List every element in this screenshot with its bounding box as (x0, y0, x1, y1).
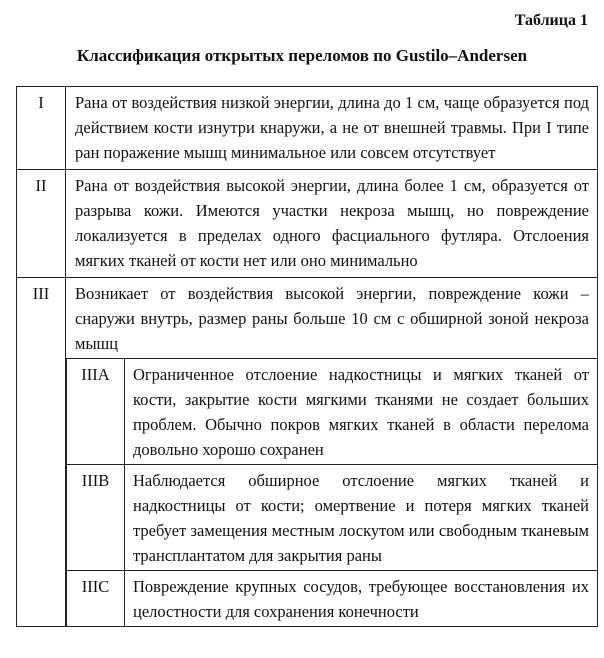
subtype-cell: IIIA (67, 359, 125, 465)
table-title: Классификация открытых переломов по Gustilo–Andersen (76, 46, 528, 65)
table-number-label: Таблица 1 (514, 12, 588, 29)
subtype-description-cell: Наблюдается обширное отслоение мягких тканей и надкостницы от кости; омертвение и потеря мягких тканей требует замещения местным лоскутом или свободным тканевым трансплантатом для закрытия раны (125, 465, 598, 571)
subtype-row (67, 571, 598, 627)
fracture-type-cell: I (17, 87, 66, 170)
subtype-cell: IIIB (67, 465, 125, 571)
subtype-description-cell: Повреждение крупных сосудов, требующее восстановления их целостности для сохранения конечности (125, 571, 598, 627)
table-row (17, 170, 598, 278)
table-row (17, 87, 598, 170)
subtype-description-cell: Ограниченное отслоение надкостницы и мягких тканей от кости, закрытие кости мягкими тканями не создает больших проблем. Обычно покров мягких тканей в области перелома довольно хорошо сохранен (125, 359, 598, 465)
fracture-description-text: Возникает от воздействия высокой энергии, повреждение кожи – снаружи внутрь, размер раны больше 10 см с обширной зоной некроза мышц (75, 284, 589, 353)
fracture-description-cell: Рана от воздействия низкой энергии, длина до 1 см, чаще образуется под действием кости изнутри кнаружи, а не от внешней травмы. При I типе ран поражение мышц минимальное или совсем отсутствует (66, 87, 598, 170)
subtype-table (66, 358, 597, 626)
classification-table (16, 86, 598, 627)
fracture-description-cell (66, 278, 598, 627)
table-row (17, 278, 598, 627)
fracture-type-cell: II (17, 170, 66, 278)
subtype-cell: IIIC (67, 571, 125, 627)
subtype-row (67, 465, 598, 571)
subtype-row (67, 359, 598, 465)
fracture-type-cell: III (17, 278, 66, 627)
fracture-description-cell: Рана от воздействия высокой энергии, длина более 1 см, образуется от разрыва кожи. Имеются участки некроза мышц, но повреждение локализуется в пределах одного фасциального футляра. Отслоения мягких тканей от кости нет или оно минимально (66, 170, 598, 278)
